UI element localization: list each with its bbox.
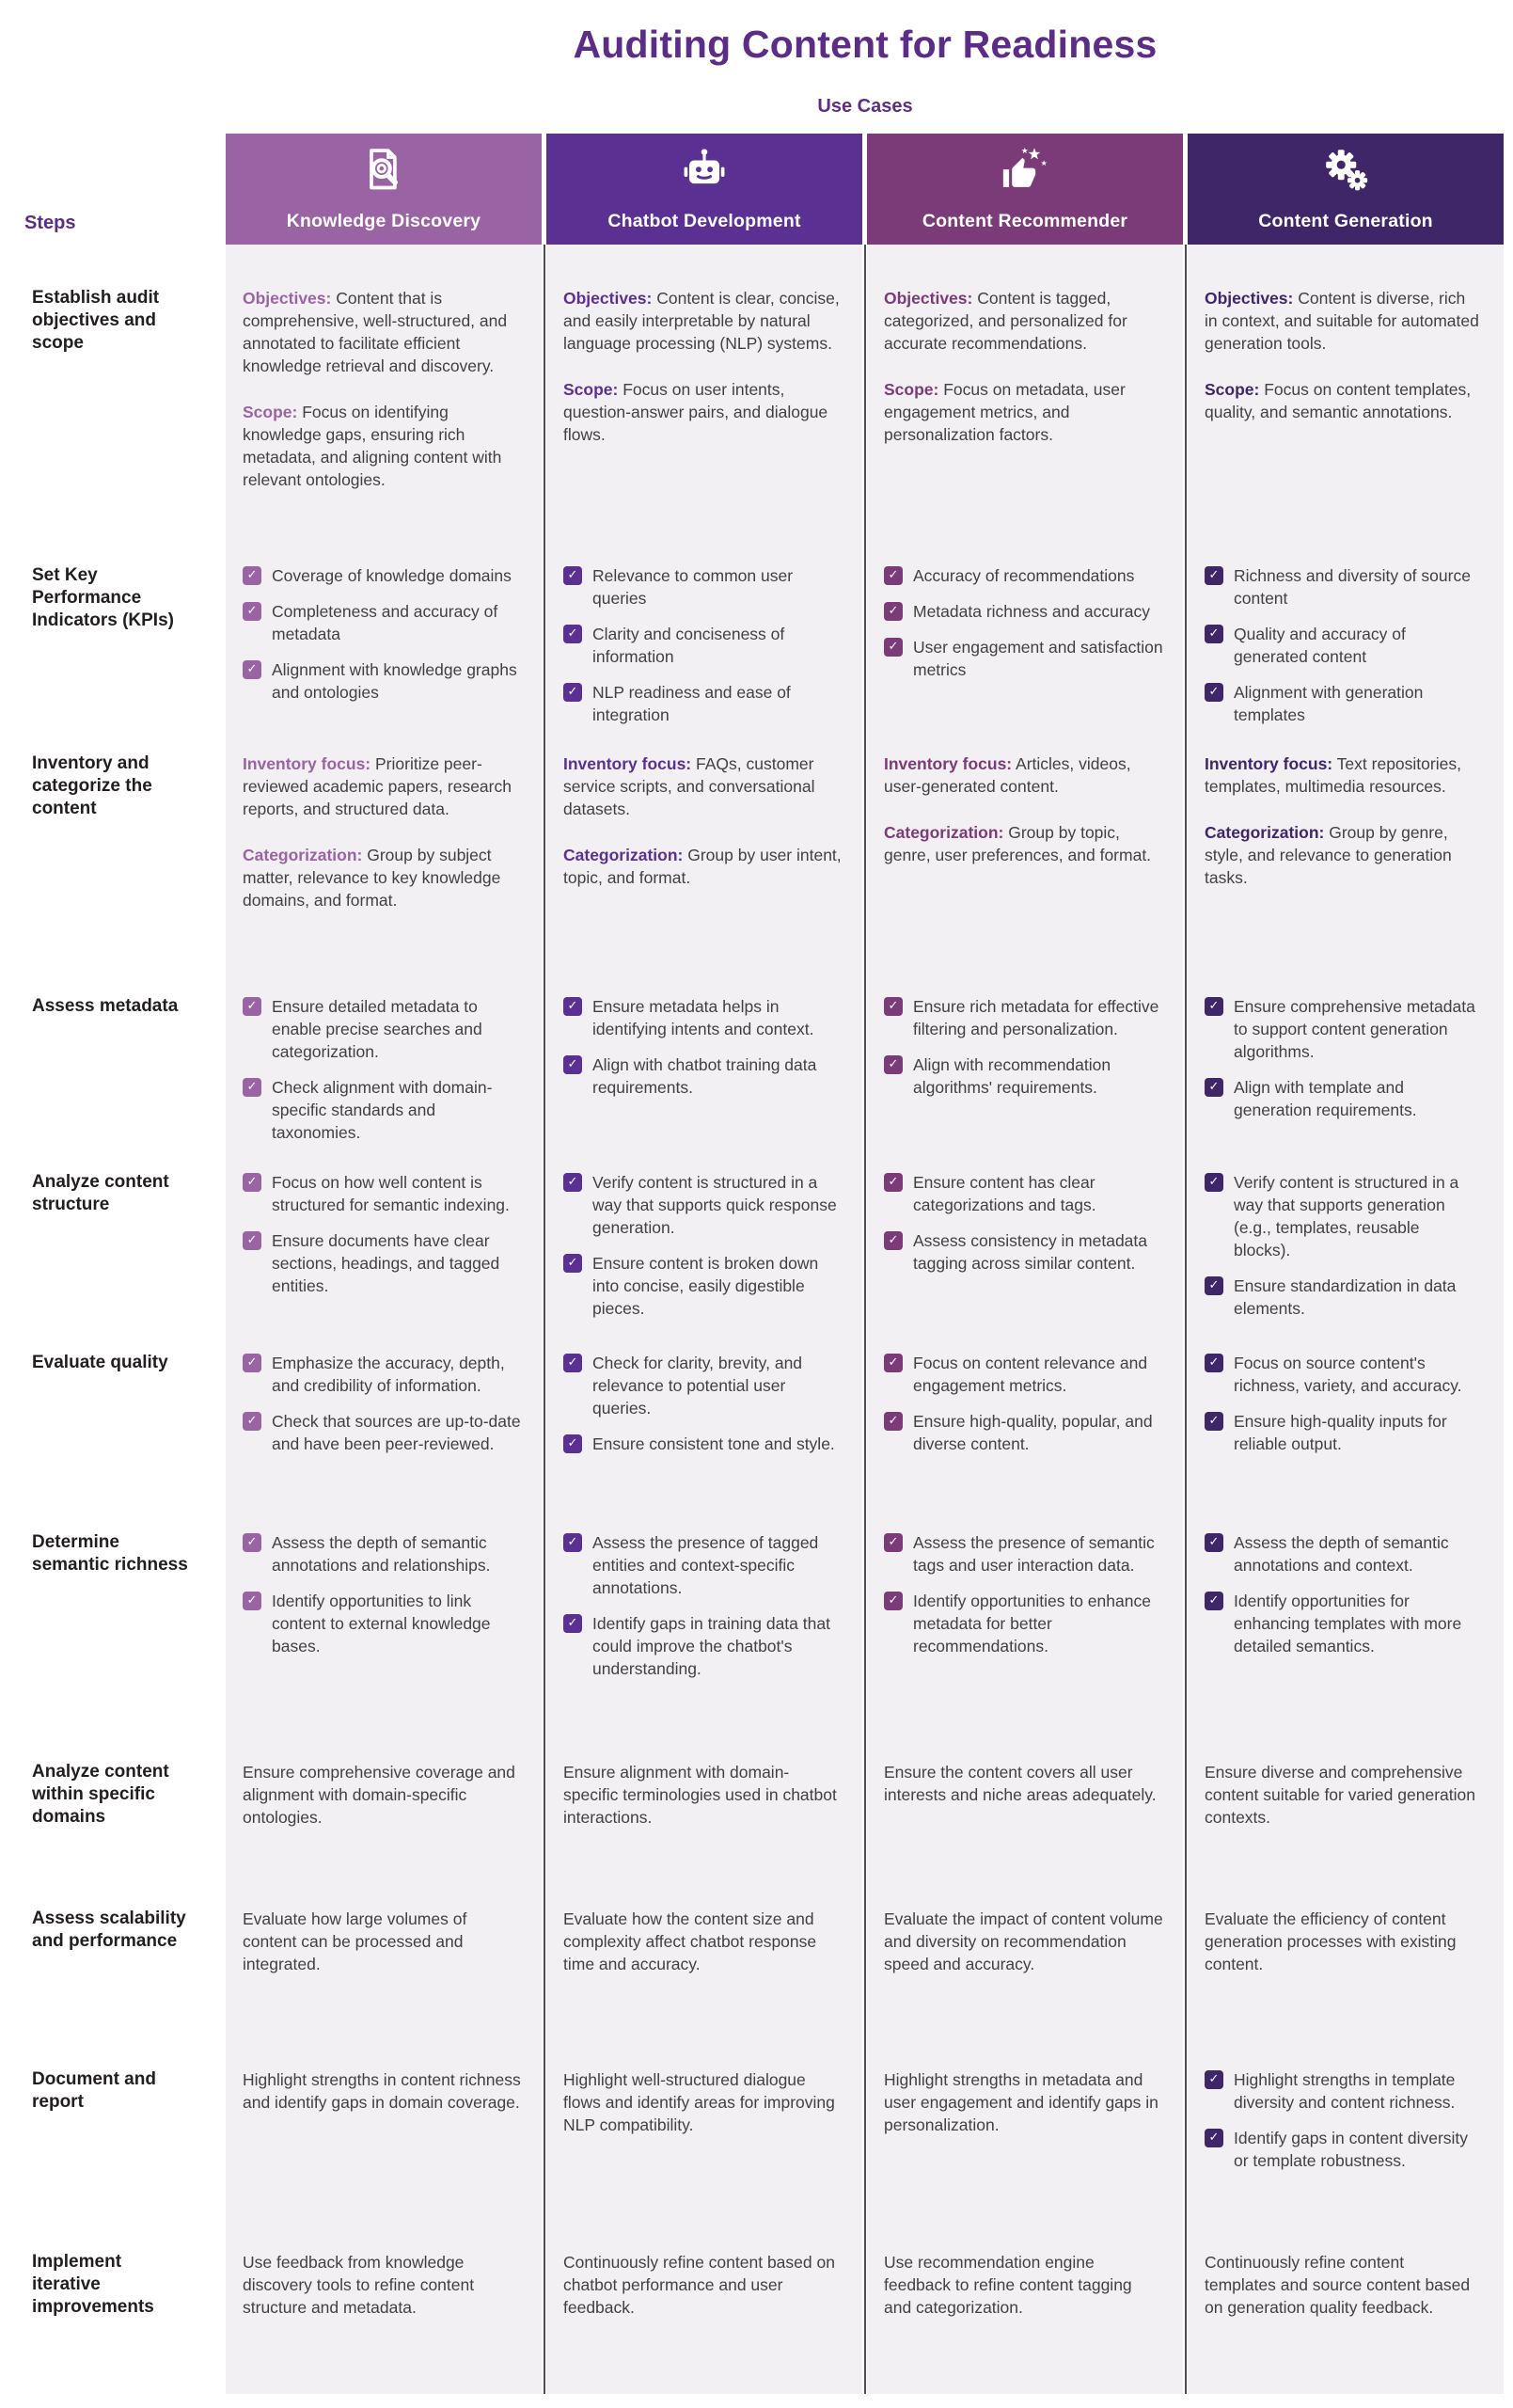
column-header-label: Chatbot Development bbox=[607, 211, 801, 231]
checklist-item-text: Assess the presence of semantic tags and user interaction data. bbox=[913, 1533, 1155, 1575]
checkbox[interactable]: ✓ bbox=[1205, 625, 1223, 643]
paragraph-lead: Objectives: bbox=[1205, 289, 1294, 308]
paragraph-text: Content is diverse, rich in context, and suitable for automated generation tools. bbox=[1205, 289, 1479, 353]
checkbox[interactable]: ✓ bbox=[1205, 566, 1223, 585]
paragraph-lead: Categorization: bbox=[563, 846, 684, 864]
checklist-item bbox=[563, 1433, 843, 1455]
checklist-item-text: Ensure rich metadata for effective filtering and personalization. bbox=[913, 997, 1159, 1038]
cell-text: Evaluate the impact of content volume and diversity on recommendation speed and accuracy. bbox=[884, 1909, 1163, 1973]
checklist-item-text: Align with template and generation requirements. bbox=[1234, 1078, 1417, 1119]
checkbox[interactable]: ✓ bbox=[243, 660, 261, 679]
checkbox[interactable]: ✓ bbox=[243, 1354, 261, 1372]
use-cases-subtitle: Use Cases bbox=[817, 96, 913, 117]
cell-text: Ensure comprehensive coverage and alignment with domain-specific ontologies. bbox=[243, 1763, 515, 1827]
checklist-item bbox=[884, 600, 1163, 623]
checkbox[interactable]: ✓ bbox=[243, 1592, 261, 1610]
checkbox[interactable]: ✓ bbox=[243, 997, 261, 1016]
cell-4-3 bbox=[867, 995, 1188, 1099]
step-row-6 bbox=[0, 1352, 1513, 1531]
checklist-item bbox=[563, 1612, 843, 1680]
checklist-item bbox=[1205, 1590, 1479, 1657]
checkbox[interactable]: ✓ bbox=[1205, 2070, 1223, 2089]
paragraph-text: Text repositories, templates, multimedia resources. bbox=[1205, 754, 1461, 796]
step-label: Analyze content within specific domains bbox=[32, 1762, 169, 1827]
paragraph-lead: Inventory focus: bbox=[1205, 754, 1333, 773]
checkbox[interactable]: ✓ bbox=[563, 1434, 582, 1453]
document-search-icon bbox=[359, 142, 408, 197]
cell-7-2 bbox=[546, 1531, 867, 1680]
cell-paragraph bbox=[243, 752, 522, 820]
checklist-item bbox=[884, 1590, 1163, 1657]
checklist-item bbox=[563, 681, 843, 726]
checkbox[interactable]: ✓ bbox=[243, 1173, 261, 1192]
cell-text: Continuously refine content based on chatbot performance and user feedback. bbox=[563, 2253, 835, 2317]
checkbox[interactable]: ✓ bbox=[243, 1533, 261, 1552]
checklist-item-text: Focus on source content's richness, variety, and accuracy. bbox=[1234, 1354, 1462, 1395]
column-header-2 bbox=[546, 134, 862, 245]
checkbox[interactable]: ✓ bbox=[884, 638, 903, 657]
cell-5-2 bbox=[546, 1171, 867, 1320]
cell-text: Evaluate how the content size and complexity affect chatbot response time and accuracy. bbox=[563, 1909, 817, 1973]
checklist-item-text: Focus on content relevance and engagement metrics. bbox=[913, 1354, 1148, 1395]
paragraph-lead: Categorization: bbox=[243, 846, 363, 864]
checklist-item-text: Ensure high-quality, popular, and diverse content. bbox=[913, 1412, 1153, 1453]
checklist-item bbox=[243, 564, 522, 587]
cell-text: Ensure diverse and comprehensive content suitable for varied generation contexts. bbox=[1205, 1763, 1475, 1827]
checklist-item-text: Completeness and accuracy of metadata bbox=[272, 602, 498, 643]
checklist-item-text: Identify opportunities for enhancing templates with more detailed semantics. bbox=[1234, 1592, 1462, 1656]
paragraph-lead: Categorization: bbox=[1205, 823, 1325, 842]
step-row-4 bbox=[0, 995, 1513, 1171]
checklist-item-text: Check that sources are up-to-date and have been peer-reviewed. bbox=[272, 1412, 521, 1453]
cell-10-1 bbox=[226, 2068, 546, 2114]
checklist-item-text: NLP readiness and ease of integration bbox=[592, 683, 791, 724]
cell-5-1 bbox=[226, 1171, 546, 1297]
cell-paragraph bbox=[884, 378, 1163, 446]
checklist-item bbox=[884, 636, 1163, 681]
cell-3-3 bbox=[867, 752, 1188, 866]
cell-2-4 bbox=[1188, 564, 1504, 726]
paragraph-text: Focus on metadata, user engagement metrics, and personalization factors. bbox=[884, 380, 1126, 444]
checklist-item bbox=[243, 1352, 522, 1397]
step-row-1 bbox=[0, 287, 1513, 564]
cell-1-1 bbox=[226, 287, 546, 491]
checklist-item-text: Ensure metadata helps in identifying intents and context. bbox=[592, 997, 814, 1038]
cell-3-2 bbox=[546, 752, 867, 889]
checkbox[interactable]: ✓ bbox=[563, 1533, 582, 1552]
checklist-item bbox=[1205, 1531, 1479, 1576]
checklist-item-text: Ensure consistent tone and style. bbox=[592, 1434, 835, 1453]
checkbox[interactable]: ✓ bbox=[884, 1055, 903, 1074]
paragraph-lead: Categorization: bbox=[884, 823, 1004, 842]
column-header-4 bbox=[1188, 134, 1504, 245]
paragraph-text: Group by genre, style, and relevance to generation tasks. bbox=[1205, 823, 1452, 887]
cell-9-2 bbox=[546, 1908, 867, 1975]
step-row-10 bbox=[0, 2068, 1513, 2251]
checklist-item-text: Check alignment with domain-specific standards and taxonomies. bbox=[272, 1078, 493, 1142]
checkbox[interactable]: ✓ bbox=[563, 566, 582, 585]
checklist-item bbox=[1205, 2068, 1479, 2114]
checklist-item bbox=[1205, 1352, 1479, 1397]
checkbox[interactable]: ✓ bbox=[1205, 1533, 1223, 1552]
paragraph-lead: Objectives: bbox=[563, 289, 653, 308]
cell-1-2 bbox=[546, 287, 867, 446]
cell-10-4 bbox=[1188, 2068, 1504, 2172]
cell-6-1 bbox=[226, 1352, 546, 1455]
checkbox[interactable]: ✓ bbox=[243, 566, 261, 585]
cell-paragraph bbox=[884, 752, 1163, 798]
checkbox[interactable]: ✓ bbox=[1205, 997, 1223, 1016]
checkbox[interactable]: ✓ bbox=[243, 602, 261, 621]
step-label: Determine semantic richness bbox=[32, 1532, 188, 1575]
cell-text: Highlight well-structured dialogue flows and identify areas for improving NLP compatibility. bbox=[563, 2070, 835, 2134]
paragraph-text: Focus on content templates, quality, and semantic annotations. bbox=[1205, 380, 1472, 421]
checklist-item-text: Align with recommendation algorithms' requirements. bbox=[913, 1055, 1111, 1097]
cell-paragraph bbox=[563, 378, 843, 446]
step-label: Assess scalability and performance bbox=[32, 1909, 186, 1951]
checkbox[interactable]: ✓ bbox=[884, 1354, 903, 1372]
cell-3-1 bbox=[226, 752, 546, 911]
cell-paragraph bbox=[563, 287, 843, 355]
page-title: Auditing Content for Readiness bbox=[573, 23, 1158, 66]
paragraph-lead: Objectives: bbox=[884, 289, 973, 308]
checklist-item bbox=[1205, 995, 1479, 1063]
checklist-item bbox=[1205, 1076, 1479, 1121]
cell-text: Use recommendation engine feedback to refine content tagging and categorization. bbox=[884, 2253, 1132, 2317]
cell-2-1 bbox=[226, 564, 546, 704]
checklist-item-text: Metadata richness and accuracy bbox=[913, 602, 1150, 621]
paragraph-lead: Inventory focus: bbox=[884, 754, 1013, 773]
checklist-item-text: Identify opportunities to enhance metadata for better recommendations. bbox=[913, 1592, 1151, 1656]
paragraph-text: FAQs, customer service scripts, and conversational datasets. bbox=[563, 754, 815, 818]
step-row-3 bbox=[0, 752, 1513, 995]
cell-8-4 bbox=[1188, 1761, 1504, 1829]
checkbox[interactable]: ✓ bbox=[1205, 1173, 1223, 1192]
paragraph-text: Group by subject matter, relevance to key knowledge domains, and format. bbox=[243, 846, 501, 910]
paragraph-text: Focus on identifying knowledge gaps, ensuring rich metadata, and aligning content with relevant ontologies. bbox=[243, 403, 502, 489]
cell-7-1 bbox=[226, 1531, 546, 1657]
cell-paragraph bbox=[1205, 821, 1479, 889]
column-header-label: Content Recommender bbox=[922, 211, 1128, 231]
checklist-item-text: Ensure documents have clear sections, headings, and tagged entities. bbox=[272, 1231, 500, 1295]
cell-paragraph bbox=[243, 401, 522, 491]
cell-7-4 bbox=[1188, 1531, 1504, 1657]
checkbox[interactable]: ✓ bbox=[243, 1231, 261, 1250]
checklist-item bbox=[243, 1229, 522, 1297]
cell-8-1 bbox=[226, 1761, 546, 1829]
cell-paragraph bbox=[884, 287, 1163, 355]
checklist-item bbox=[243, 600, 522, 645]
step-label: Implement iterative improvements bbox=[32, 2252, 154, 2317]
checklist-item bbox=[884, 1171, 1163, 1216]
checklist-item-text: Focus on how well content is structured for semantic indexing. bbox=[272, 1173, 510, 1214]
step-label: Document and report bbox=[32, 2069, 156, 2112]
checklist-item-text: Identify gaps in content diversity or template robustness. bbox=[1234, 2129, 1469, 2170]
checkbox[interactable]: ✓ bbox=[884, 1592, 903, 1610]
paragraph-lead: Scope: bbox=[243, 403, 298, 421]
checklist-item bbox=[884, 1054, 1163, 1099]
checkbox[interactable]: ✓ bbox=[563, 997, 582, 1016]
checklist-item bbox=[1205, 1171, 1479, 1261]
column-header-label: Content Generation bbox=[1258, 211, 1433, 231]
checkbox[interactable]: ✓ bbox=[563, 1354, 582, 1372]
checklist-item bbox=[563, 995, 843, 1040]
step-label: Assess metadata bbox=[32, 996, 179, 1016]
checklist-item-text: Assess the depth of semantic annotations and context. bbox=[1234, 1533, 1449, 1575]
cell-text: Evaluate the efficiency of content generation processes with existing content. bbox=[1205, 1909, 1457, 1973]
checklist-item bbox=[563, 1054, 843, 1099]
checkbox[interactable]: ✓ bbox=[1205, 1078, 1223, 1097]
step-row-9 bbox=[0, 1908, 1513, 2068]
cell-paragraph bbox=[1205, 752, 1479, 798]
cell-8-3 bbox=[867, 1761, 1188, 1806]
checklist-item bbox=[243, 995, 522, 1063]
paragraph-text: Focus on user intents, question-answer pairs, and dialogue flows. bbox=[563, 380, 828, 444]
checklist-item-text: Ensure standardization in data elements. bbox=[1234, 1276, 1457, 1318]
checklist-item-text: Identify gaps in training data that could improve the chatbot's understanding. bbox=[592, 1614, 830, 1678]
checkbox[interactable]: ✓ bbox=[884, 1412, 903, 1431]
checklist-item-text: Quality and accuracy of generated content bbox=[1234, 625, 1406, 666]
step-row-11 bbox=[0, 2251, 1513, 2392]
checklist-item-text: Align with chatbot training data requirements. bbox=[592, 1055, 817, 1097]
cell-2-3 bbox=[867, 564, 1188, 681]
checkbox[interactable]: ✓ bbox=[1205, 1276, 1223, 1295]
cell-paragraph bbox=[1205, 287, 1479, 355]
checkbox[interactable]: ✓ bbox=[563, 1614, 582, 1633]
paragraph-text: Content is clear, concise, and easily interpretable by natural language processing (NLP) systems. bbox=[563, 289, 840, 353]
checkbox[interactable]: ✓ bbox=[1205, 1592, 1223, 1610]
cell-5-4 bbox=[1188, 1171, 1504, 1320]
cell-text: Highlight strengths in metadata and user engagement and identify gaps in personalization. bbox=[884, 2070, 1158, 2134]
cell-paragraph bbox=[243, 844, 522, 911]
step-label: Set Key Performance Indicators (KPIs) bbox=[32, 565, 174, 630]
checklist-item-text: Relevance to common user queries bbox=[592, 566, 794, 608]
cell-paragraph bbox=[243, 287, 522, 377]
checklist-item bbox=[243, 658, 522, 704]
cell-paragraph bbox=[563, 752, 843, 820]
checkbox[interactable]: ✓ bbox=[563, 1173, 582, 1192]
checklist-item bbox=[884, 1531, 1163, 1576]
checklist-item bbox=[563, 1171, 843, 1239]
cell-10-2 bbox=[546, 2068, 867, 2136]
checklist-item bbox=[1205, 2127, 1479, 2172]
checklist-item bbox=[243, 1076, 522, 1144]
paragraph-text: Content is tagged, categorized, and personalized for accurate recommendations. bbox=[884, 289, 1127, 353]
cell-11-3 bbox=[867, 2251, 1188, 2319]
step-label: Establish audit objectives and scope bbox=[32, 288, 160, 353]
checklist-item-text: Ensure detailed metadata to enable precise searches and categorization. bbox=[272, 997, 482, 1061]
cell-9-1 bbox=[226, 1908, 546, 1975]
checkbox[interactable]: ✓ bbox=[884, 997, 903, 1016]
cell-4-4 bbox=[1188, 995, 1504, 1121]
checklist-item-text: Identify opportunities to link content to external knowledge bases. bbox=[272, 1592, 491, 1656]
cell-6-4 bbox=[1188, 1352, 1504, 1455]
cell-text: Ensure alignment with domain-specific terminologies used in chatbot interactions. bbox=[563, 1763, 837, 1827]
checklist-item bbox=[1205, 623, 1479, 668]
cell-3-4 bbox=[1188, 752, 1504, 889]
recommendation-icon bbox=[1001, 142, 1049, 197]
cell-4-2 bbox=[546, 995, 867, 1099]
checkbox[interactable]: ✓ bbox=[1205, 1412, 1223, 1431]
cell-text: Continuously refine content templates and source content based on generation quality feedback. bbox=[1205, 2253, 1471, 2317]
gears-icon bbox=[1321, 142, 1370, 197]
checklist-item bbox=[563, 623, 843, 668]
checkbox[interactable]: ✓ bbox=[563, 683, 582, 702]
column-header-label: Knowledge Discovery bbox=[286, 211, 481, 231]
step-label: Inventory and categorize the content bbox=[32, 753, 152, 818]
cell-paragraph bbox=[1205, 378, 1479, 423]
checkbox[interactable]: ✓ bbox=[243, 1078, 261, 1097]
checklist-item-text: Ensure content is broken down into concise, easily digestible pieces. bbox=[592, 1254, 819, 1318]
checklist-item bbox=[884, 1410, 1163, 1455]
cell-8-2 bbox=[546, 1761, 867, 1829]
paragraph-text: Prioritize peer-reviewed academic papers, research reports, and structured data. bbox=[243, 754, 512, 818]
checklist-item-text: Verify content is structured in a way that supports generation (e.g., templates, reusable blocks). bbox=[1234, 1173, 1459, 1259]
cell-6-2 bbox=[546, 1352, 867, 1455]
checklist-item-text: Richness and diversity of source content bbox=[1234, 566, 1471, 608]
paragraph-lead: Inventory focus: bbox=[563, 754, 692, 773]
checklist-item bbox=[563, 1352, 843, 1419]
paragraph-text: Group by topic, genre, user preferences, and format. bbox=[884, 823, 1152, 864]
checkbox[interactable]: ✓ bbox=[1205, 1354, 1223, 1372]
paragraph-lead: Inventory focus: bbox=[243, 754, 371, 773]
checklist-item-text: Check for clarity, brevity, and relevance to potential user queries. bbox=[592, 1354, 803, 1418]
cell-11-1 bbox=[226, 2251, 546, 2319]
checklist-item bbox=[243, 1171, 522, 1216]
checklist-item bbox=[1205, 681, 1479, 726]
checklist-item-text: Assess the depth of semantic annotations and relationships. bbox=[272, 1533, 491, 1575]
cell-11-4 bbox=[1188, 2251, 1504, 2319]
cell-5-3 bbox=[867, 1171, 1188, 1275]
cell-7-3 bbox=[867, 1531, 1188, 1657]
checklist-item-text: Highlight strengths in template diversity and content richness. bbox=[1234, 2070, 1456, 2112]
checkbox[interactable]: ✓ bbox=[563, 625, 582, 643]
cell-9-4 bbox=[1188, 1908, 1504, 1975]
column-header-3 bbox=[867, 134, 1183, 245]
paragraph-lead: Objectives: bbox=[243, 289, 332, 308]
checklist-item bbox=[563, 564, 843, 610]
paragraph-text: Articles, videos, user-generated content. bbox=[884, 754, 1131, 796]
checklist-item-text: Ensure high-quality inputs for reliable output. bbox=[1234, 1412, 1447, 1453]
step-row-2 bbox=[0, 564, 1513, 752]
checkbox[interactable]: ✓ bbox=[563, 1055, 582, 1074]
cell-9-3 bbox=[867, 1908, 1188, 1975]
paragraph-text: Content that is comprehensive, well-structured, and annotated to facilitate efficient knowledge retrieval and discovery. bbox=[243, 289, 508, 375]
paragraph-text: Group by user intent, topic, and format. bbox=[563, 846, 842, 887]
checklist-item-text: Ensure content has clear categorizations and tags. bbox=[913, 1173, 1096, 1214]
paragraph-lead: Scope: bbox=[884, 380, 939, 399]
cell-1-4 bbox=[1188, 287, 1504, 423]
checkbox[interactable]: ✓ bbox=[884, 566, 903, 585]
cell-6-3 bbox=[867, 1352, 1188, 1455]
cell-4-1 bbox=[226, 995, 546, 1144]
checklist-item bbox=[243, 1410, 522, 1455]
steps-heading: Steps bbox=[24, 213, 76, 233]
step-label: Analyze content structure bbox=[32, 1172, 169, 1214]
paragraph-lead: Scope: bbox=[563, 380, 619, 399]
paragraph-lead: Scope: bbox=[1205, 380, 1260, 399]
checklist-item bbox=[243, 1531, 522, 1576]
checkbox[interactable]: ✓ bbox=[563, 1254, 582, 1273]
checkbox[interactable]: ✓ bbox=[884, 602, 903, 621]
cell-paragraph bbox=[884, 821, 1163, 866]
checklist-item bbox=[1205, 564, 1479, 610]
step-row-7 bbox=[0, 1531, 1513, 1761]
cell-paragraph bbox=[563, 844, 843, 889]
cell-10-3 bbox=[867, 2068, 1188, 2136]
cell-text: Ensure the content covers all user interests and niche areas adequately. bbox=[884, 1763, 1157, 1804]
checklist-item bbox=[243, 1590, 522, 1657]
checklist-item-text: Assess consistency in metadata tagging across similar content. bbox=[913, 1231, 1148, 1273]
checklist-item bbox=[884, 1352, 1163, 1397]
step-row-5 bbox=[0, 1171, 1513, 1352]
checklist-item bbox=[1205, 1275, 1479, 1320]
checkbox[interactable]: ✓ bbox=[884, 1231, 903, 1250]
checklist-item-text: Accuracy of recommendations bbox=[913, 566, 1135, 585]
checklist-item bbox=[563, 1531, 843, 1599]
column-header-1 bbox=[226, 134, 542, 245]
checklist-item bbox=[884, 1229, 1163, 1275]
step-rows bbox=[0, 245, 1513, 2392]
checklist-item-text: Alignment with knowledge graphs and ontologies bbox=[272, 660, 517, 702]
checklist-item-text: Alignment with generation templates bbox=[1234, 683, 1424, 724]
checklist-item-text: Clarity and conciseness of information bbox=[592, 625, 785, 666]
checkbox[interactable]: ✓ bbox=[1205, 683, 1223, 702]
checkbox[interactable]: ✓ bbox=[243, 1412, 261, 1431]
checkbox[interactable]: ✓ bbox=[884, 1533, 903, 1552]
checklist-item bbox=[563, 1252, 843, 1320]
cell-11-2 bbox=[546, 2251, 867, 2319]
checklist-item-text: Assess the presence of tagged entities and context-specific annotations. bbox=[592, 1533, 819, 1597]
checklist-item-text: Coverage of knowledge domains bbox=[272, 566, 512, 585]
cell-text: Evaluate how large volumes of content can be processed and integrated. bbox=[243, 1909, 467, 1973]
checklist-item-text: Emphasize the accuracy, depth, and credibility of information. bbox=[272, 1354, 505, 1395]
checklist-item-text: User engagement and satisfaction metrics bbox=[913, 638, 1163, 679]
cell-text: Highlight strengths in content richness and identify gaps in domain coverage. bbox=[243, 2070, 521, 2112]
checklist-item bbox=[884, 564, 1163, 587]
checklist-item-text: Verify content is structured in a way that supports quick response generation. bbox=[592, 1173, 837, 1237]
robot-icon bbox=[680, 142, 729, 197]
checklist-item bbox=[1205, 1410, 1479, 1455]
checklist-item-text: Ensure comprehensive metadata to support content generation algorithms. bbox=[1234, 997, 1475, 1061]
checkbox[interactable]: ✓ bbox=[1205, 2129, 1223, 2147]
step-row-8 bbox=[0, 1761, 1513, 1908]
cell-2-2 bbox=[546, 564, 867, 726]
cell-text: Use feedback from knowledge discovery tools to refine content structure and metadata. bbox=[243, 2253, 475, 2317]
checklist-item bbox=[884, 995, 1163, 1040]
cell-1-3 bbox=[867, 287, 1188, 446]
checkbox[interactable]: ✓ bbox=[884, 1173, 903, 1192]
step-label: Evaluate quality bbox=[32, 1353, 168, 1372]
